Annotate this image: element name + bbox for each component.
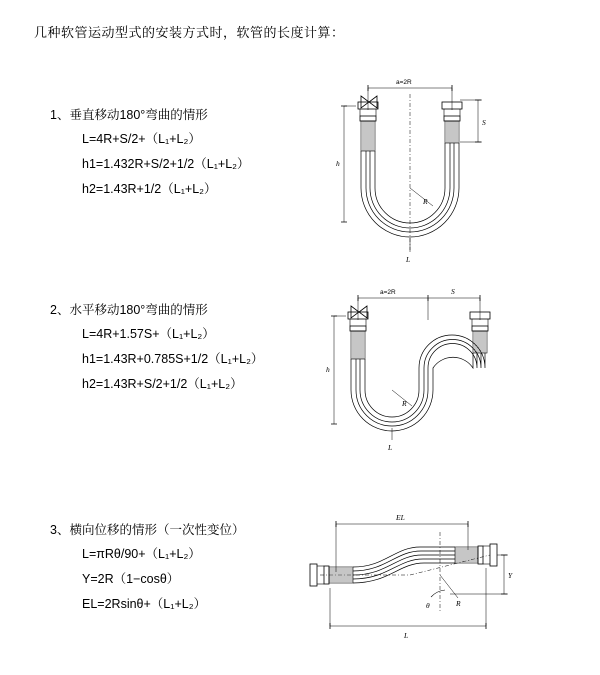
svg-text:Y: Y <box>508 571 513 580</box>
svg-text:θ: θ <box>426 601 430 610</box>
formula: Y=2R（1−cosθ） <box>82 572 180 586</box>
formula: EL=2Rsinθ+（L₁+L₂） <box>82 597 207 611</box>
formula: L=4R+1.57S+（L₁+L₂） <box>82 327 215 341</box>
svg-text:L: L <box>388 443 393 452</box>
figure-horizontal-180-bend <box>300 278 520 468</box>
formula: h1=1.432R+S/2+1/2（L₁+L₂） <box>82 157 250 171</box>
svg-text:h: h <box>336 159 340 168</box>
svg-text:h: h <box>326 365 330 374</box>
section-2-heading: 2、水平移动180°弯曲的情形 <box>50 303 208 317</box>
figure-lateral-offset <box>290 502 520 652</box>
section-2-formulas <box>82 322 263 397</box>
section-1-formulas <box>82 127 250 202</box>
svg-text:S: S <box>451 287 455 296</box>
svg-text:a=2R: a=2R <box>380 289 396 296</box>
formula: h2=1.43R+1/2（L₁+L₂） <box>82 182 217 196</box>
svg-text:R: R <box>423 197 428 206</box>
svg-text:L: L <box>406 255 411 264</box>
section-3-heading: 3、横向位移的情形（一次性变位） <box>50 523 245 537</box>
svg-text:EL: EL <box>396 513 405 522</box>
formula: h1=1.43R+0.785S+1/2（L₁+L₂） <box>82 352 264 366</box>
formula: L=πRθ/90+（L₁+L₂） <box>82 547 201 561</box>
svg-text:R: R <box>402 399 407 408</box>
svg-text:R: R <box>456 599 461 608</box>
page-title: 几种软管运动型式的安装方式时，软管的长度计算： <box>34 25 345 40</box>
svg-text:a=2R: a=2R <box>396 79 412 86</box>
svg-text:S: S <box>482 118 486 127</box>
svg-text:L: L <box>404 631 409 640</box>
formula: L=4R+S/2+（L₁+L₂） <box>82 132 201 146</box>
figure-vertical-180-bend <box>300 70 520 280</box>
section-1-heading: 1、垂直移动180°弯曲的情形 <box>50 108 208 122</box>
formula: h2=1.43R+S/2+1/2（L₁+L₂） <box>82 377 243 391</box>
section-3-formulas <box>82 542 206 617</box>
